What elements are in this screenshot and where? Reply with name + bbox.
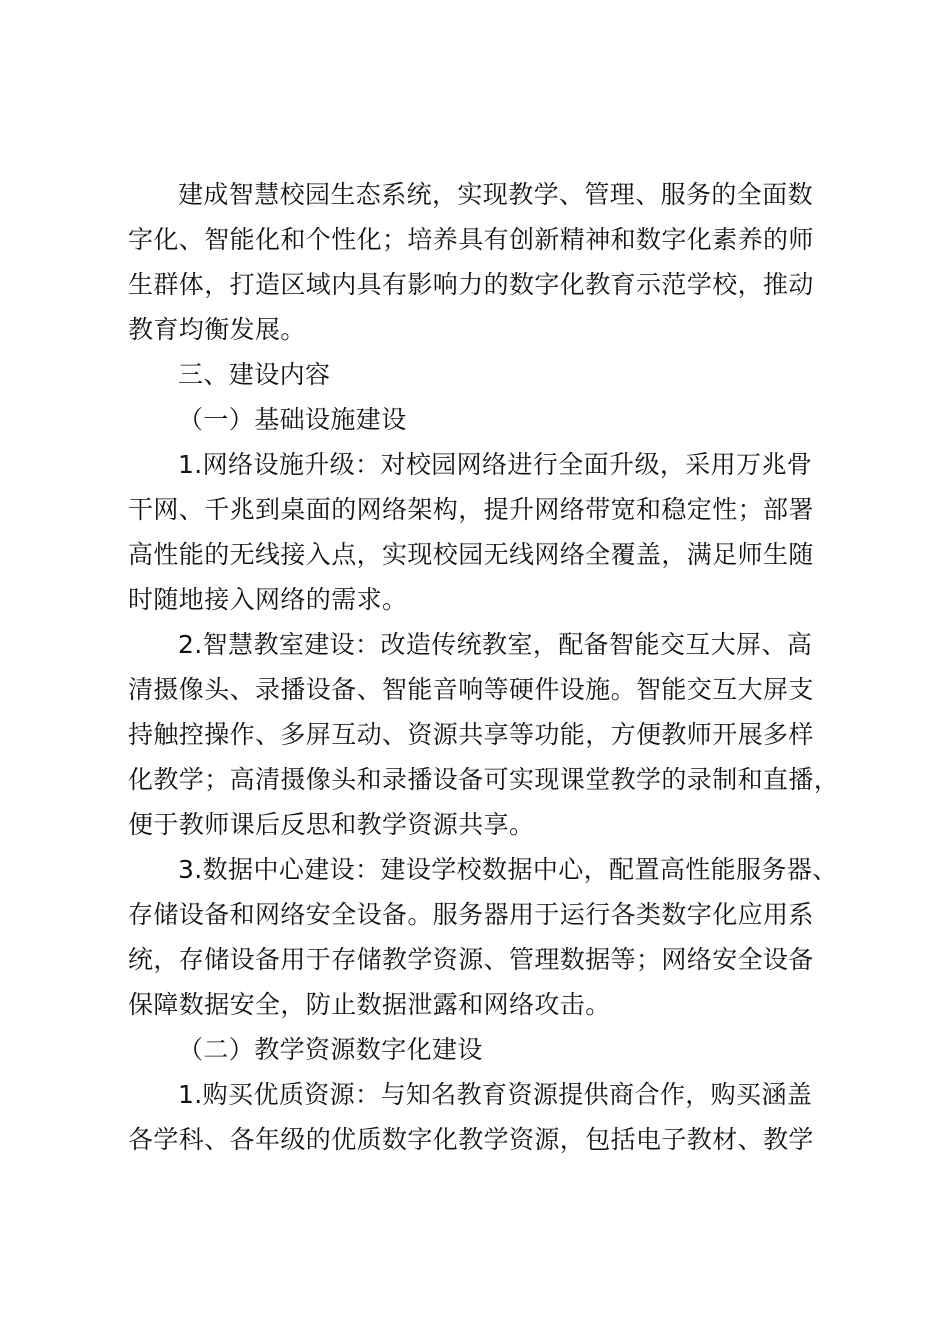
item-classroom-line-5: 便于教师课后反思和教学资源共享。 [128,810,535,839]
item-datacenter-line-1: 3.数据中心建设：建设学校数据中心，配置高性能服务器、 [178,855,838,884]
item-network-line-2: 干网、千兆到桌面的网络架构，提升网络带宽和稳定性；部署 [128,495,814,524]
item-classroom-line-4: 化教学；高清摄像头和录播设备可实现课堂教学的录制和直播， [128,765,840,794]
item-resources-line-1: 1.购买优质资源：与知名教育资源提供商合作，购买涵盖 [178,1080,813,1109]
paragraph-intro-line-2: 字化、智能化和个性化；培养具有创新精神和数字化素养的师 [128,225,814,254]
item-resources-line-2: 各学科、各年级的优质数字化教学资源，包括电子教材、教学 [128,1125,814,1154]
section-heading-3: 三、建设内容 [178,360,331,389]
subsection-heading-1: （一）基础设施建设 [178,405,407,434]
item-datacenter-line-4: 保障数据安全，防止数据泄露和网络攻击。 [128,990,611,1019]
item-network-line-3: 高性能的无线接入点，实现校园无线网络全覆盖，满足师生随 [128,540,814,569]
item-classroom-line-3: 持触控操作、多屏互动、资源共享等功能，方便教师开展多样 [128,720,814,749]
item-datacenter-line-3: 统，存储设备用于存储教学资源、管理数据等；网络安全设备 [128,945,814,974]
paragraph-intro-line-4: 教育均衡发展。 [128,315,306,344]
item-classroom-line-1: 2.智慧教室建设：改造传统教室，配备智能交互大屏、高 [178,630,813,659]
paragraph-intro-line-1: 建成智慧校园生态系统，实现教学、管理、服务的全面数 [178,180,814,209]
item-network-line-4: 时随地接入网络的需求。 [128,585,408,614]
item-classroom-line-2: 清摄像头、录播设备、智能音响等硬件设施。智能交互大屏支 [128,675,814,704]
item-network-line-1: 1.网络设施升级：对校园网络进行全面升级，采用万兆骨 [178,450,813,479]
paragraph-intro-line-3: 生群体，打造区域内具有影响力的数字化教育示范学校，推动 [128,270,814,299]
subsection-heading-2: （二）教学资源数字化建设 [178,1035,483,1064]
item-datacenter-line-2: 存储设备和网络安全设备。服务器用于运行各类数字化应用系 [128,900,814,929]
